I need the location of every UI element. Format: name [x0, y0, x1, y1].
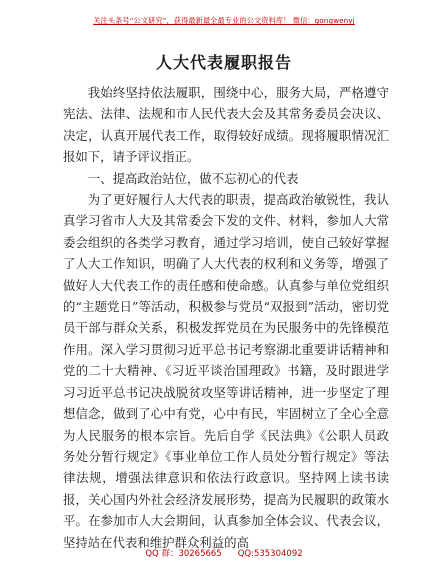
footer-qq-group: QQ 群：30265665	[145, 549, 222, 559]
footer-qq: QQ:535304092	[237, 549, 303, 559]
body-paragraph: 为了更好履行人大代表的职责，提高政治敏锐性，我认真学习省市人大及其常委会下发的文件、材料，参加人大常委会组织的各类学习教育，通过学习培训，使自己较好掌握了人大工作知识，明确了人大代表的权利和义务等，增强了做好人大代表工作的责任感和使命感。认真参与单位党组织的“主题党日”等活动，积极参与党员“双报到”活动，密切党员干部与群众关系，积极发挥党员在为民服务中的先锋模范作用。深入学习贯彻习近平总书记考察湖北重要讲话精神和党的二十大精神、《习近平谈治国理政》书籍，及时跟进学习习近平总书记决战脱贫攻坚等讲话精神，进一步坚定了理想信念，做到了心中有党，心中有民，牢固树立了全心全意为人民服务的根本宗旨。先后自学《民法典》《公职人员政务处分暂行规定》《事业单位工作人员处分暂行规定》等法律法规，增强法律意识和依法行政意识。坚持网上读书读报，关心国内外社会经济发展形势，提高为民履职的政策水平。在参加市人大会期间，认真参加全体会议、代表会议，坚持站在代表和维护群众利益的高	[63, 192, 389, 550]
document-body	[63, 82, 389, 553]
intro-paragraph: 我始终坚持依法履职，围绕中心，服务大局，严格遵守宪法、法律、法规和市人民代表大会及其常务委员会决议、决定，认真开展代表工作，取得较好成绩。现将履职情况汇报如下，请予评议指正。	[63, 85, 389, 165]
document-title: 人大代表履职报告	[155, 53, 292, 72]
footer-contact	[0, 547, 448, 559]
promo-banner-link[interactable]: 关注头条号“公文研究”，获得最新最全最专业的公文资料库！ 微信：gongwenyj	[93, 16, 355, 25]
promo-banner[interactable]	[0, 16, 448, 26]
section-heading: 一、提高政治站位，做不忘初心的代表	[87, 170, 299, 186]
